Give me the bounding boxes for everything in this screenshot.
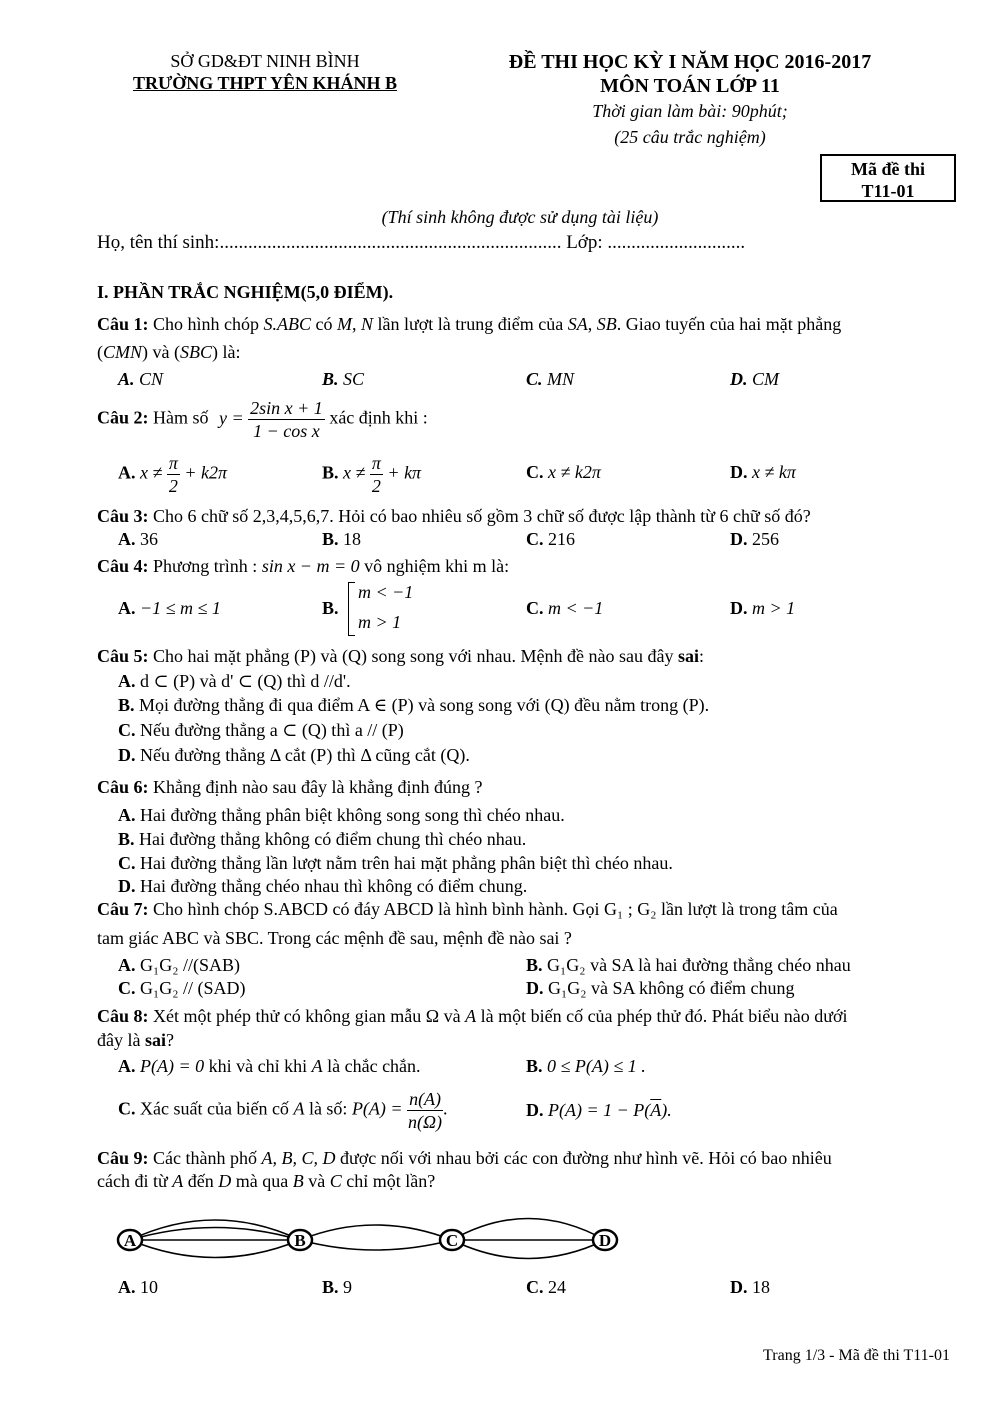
q9-option-c[interactable] (526, 1277, 566, 1298)
department: SỞ GD&ĐT NINH BÌNH (170, 51, 360, 71)
option-key: C. (526, 598, 544, 618)
option-key: C. (118, 853, 136, 873)
text: SB (596, 314, 617, 334)
option-text: m < −1 (548, 598, 604, 618)
math: P(A) = 0 (140, 1056, 205, 1076)
math: C (329, 1171, 342, 1191)
question-label: Câu 8: (97, 1006, 149, 1026)
text: , (587, 314, 597, 334)
math: A (311, 1056, 323, 1076)
denominator: 1 − cos x (253, 421, 320, 441)
text: SA (567, 314, 588, 334)
question-label: Câu 7: (97, 899, 149, 919)
text: S.ABC (263, 314, 312, 334)
q6-option-c[interactable] (118, 853, 673, 874)
q8-option-a[interactable] (118, 1056, 421, 1077)
numerator: π (168, 453, 178, 473)
q9-option-a[interactable] (118, 1277, 158, 1298)
option-text: 216 (548, 529, 575, 549)
option-text: CM (752, 369, 779, 389)
option-key: B. (322, 1277, 339, 1297)
question-label: Câu 5: (97, 646, 149, 666)
q8-option-c[interactable] (118, 1088, 448, 1133)
option-text: Nếu đường thẳng a ⊂ (Q) thì a // (P) (135, 720, 404, 740)
q1-option-d[interactable] (730, 369, 779, 390)
option-text: G₁G₂ và SA không có điểm chung (543, 978, 795, 998)
option-text: 18 (747, 1277, 770, 1297)
math: + k2π (184, 462, 228, 483)
math: A (172, 1171, 184, 1191)
question-5 (97, 646, 704, 667)
road-diagram (100, 1205, 640, 1275)
header-right (460, 50, 920, 150)
text: Cho hai mặt phẳng (P) và (Q) song song với nhau. Mệnh đề nào sau đây (148, 646, 678, 666)
emphasis: sai (677, 646, 699, 666)
text: Cho hình chóp (148, 314, 264, 334)
text: ? (166, 1030, 174, 1050)
exam-code-label: Mã đề thi (851, 159, 925, 179)
question-8-line2 (97, 1030, 174, 1051)
question-1-line2 (97, 342, 241, 363)
q6-option-d[interactable] (118, 876, 527, 897)
q9-option-b[interactable] (322, 1277, 352, 1298)
text: Cho 6 chữ số 2,3,4,5,6,7. Hỏi có bao nhiêu số gồm 3 chữ số được lập thành từ 6 chữ số đó? (148, 506, 811, 526)
text: là một biến cố của phép thử đó. Phát biểu nào dưới (476, 1006, 848, 1026)
text: Xác suất của biến cố (135, 1098, 294, 1119)
option-key: A. (118, 369, 135, 389)
text: Cho hình chóp S.ABCD có đáy ABCD là hình bình hành. Gọi G₁ ; G₂ lần lượt là trong tâm của (148, 899, 838, 919)
option-key: A. (118, 805, 136, 825)
q3-option-d[interactable] (730, 529, 779, 550)
q2-option-c[interactable] (526, 462, 601, 483)
text: . (443, 1098, 448, 1119)
text: M (337, 314, 353, 334)
math: x ≠ (343, 462, 366, 483)
option-text: 24 (543, 1277, 566, 1297)
math: sin x − m = 0 (261, 556, 360, 576)
option-key: B. (118, 695, 135, 715)
option-key: C. (526, 369, 543, 389)
math: 0 ≤ P(A) ≤ 1 . (547, 1056, 646, 1076)
question-label: Câu 1: (97, 314, 149, 334)
option-key: A. (118, 462, 136, 483)
question-8-line1 (97, 1006, 848, 1027)
math: + kπ (387, 462, 422, 483)
city-label: C (445, 1231, 459, 1250)
option-text: 9 (338, 1277, 353, 1297)
text: , (352, 314, 362, 334)
q7-option-c[interactable] (118, 978, 246, 999)
city-label: B (294, 1231, 306, 1250)
option-key: B. (322, 598, 339, 618)
question-2 (97, 397, 428, 442)
option-key: C. (118, 720, 136, 740)
text: Các thành phố (148, 1148, 262, 1168)
school-name: TRƯỜNG THPT YÊN KHÁNH B (132, 73, 398, 93)
option-text: 10 (135, 1277, 158, 1297)
option-text: Nếu đường thẳng Δ cắt (P) thì Δ cũng cắt (Q). (135, 745, 470, 765)
option-text: Hai đường thẳng phân biệt không song song thì chéo nhau. (135, 805, 565, 825)
road-a-b-1 (130, 1220, 300, 1240)
q7-option-d[interactable] (526, 978, 795, 999)
question-3 (97, 506, 811, 527)
math: B (292, 1171, 304, 1191)
fraction (370, 452, 383, 497)
exam-code-box (820, 154, 956, 202)
numerator: π (371, 453, 381, 473)
denominator: 2 (168, 476, 178, 496)
option-key: C. (526, 462, 544, 482)
q4-option-a[interactable] (118, 598, 221, 619)
text: xác định khi : (329, 407, 428, 428)
candidate-name-line: Họ, tên thí sinh:........................................................................ Lớp: ............................. (97, 232, 746, 253)
text: mà qua (231, 1171, 293, 1191)
numerator: 2sin x + 1 (250, 398, 323, 418)
option-text: SC (343, 369, 365, 389)
q7-option-b[interactable] (526, 955, 851, 976)
option-text: G₁G₂ //(SAB) (135, 955, 241, 975)
text: chỉ một lần? (341, 1171, 436, 1191)
exam-note: (Thí sinh không được sử dụng tài liệu) (381, 207, 659, 227)
fraction (248, 397, 325, 442)
option-key: D. (118, 745, 136, 765)
q4-option-d[interactable] (730, 598, 795, 619)
option-key: B. (118, 829, 135, 849)
option-text: m > 1 (358, 612, 402, 632)
option-key: D. (730, 529, 748, 549)
option-text: Hai đường thẳng chéo nhau thì không có điểm chung. (135, 876, 528, 896)
option-key: D. (730, 462, 748, 482)
subject: MÔN TOÁN LỚP 11 (600, 75, 780, 97)
option-text: Hai đường thẳng không có điểm chung thì chéo nhau. (134, 829, 527, 849)
text: lần lượt là trung điểm của (373, 314, 568, 334)
question-4 (97, 556, 509, 577)
option-key: A. (118, 529, 136, 549)
option-key: C. (118, 978, 136, 998)
q5-option-d[interactable] (118, 745, 470, 766)
text: Khẳng định nào sau đây là khẳng định đúng ? (148, 777, 483, 797)
option-text: x ≠ kπ (752, 462, 796, 482)
option-text: −1 ≤ m ≤ 1 (140, 598, 221, 618)
math: A (293, 1098, 305, 1119)
section-title: I. PHẦN TRẮC NGHIỆM(5,0 ĐIỂM). (97, 282, 394, 302)
fraction (167, 452, 180, 497)
city-label: A (123, 1231, 137, 1250)
math: x ≠ (140, 462, 163, 483)
text: Phương trình : (148, 556, 262, 576)
option-key: C. (526, 529, 544, 549)
text: được nối với nhau bởi các con đường như hình vẽ. Hỏi có bao nhiêu (335, 1148, 832, 1168)
option-text: d ⊂ (P) và d' ⊂ (Q) thì d //d'. (135, 671, 351, 691)
q3-option-a[interactable] (118, 529, 158, 550)
option-key: B. (526, 955, 543, 975)
text: cách đi từ (97, 1171, 173, 1191)
city-node-a (118, 1230, 142, 1250)
q1-option-c[interactable] (526, 369, 574, 390)
option-key: D. (526, 978, 544, 998)
option-key: D. (730, 598, 748, 618)
text: : (698, 646, 704, 666)
numerator: n(A) (409, 1089, 442, 1109)
denominator: 2 (371, 476, 381, 496)
math: D (218, 1171, 232, 1191)
text: ) là: (212, 342, 241, 362)
question-1-line1 (97, 314, 841, 335)
text: đây là (97, 1030, 145, 1050)
question-7-line1 (97, 899, 838, 920)
text: N (361, 314, 374, 334)
bracket (348, 582, 355, 636)
text: là số: (304, 1098, 352, 1119)
question-count: (25 câu trắc nghiệm) (614, 127, 766, 147)
option-key: C. (118, 1098, 136, 1119)
option-text: m < −1 (358, 582, 414, 602)
question-label: Câu 9: (97, 1148, 149, 1168)
option-key: D. (118, 876, 136, 896)
option-text: 256 (752, 529, 779, 549)
exam-code: T11-01 (861, 181, 915, 201)
question-label: Câu 4: (97, 556, 149, 576)
q2-option-b[interactable] (322, 452, 421, 497)
header-left (80, 50, 450, 94)
math: $\overline{A}$ (650, 1100, 662, 1120)
q5-option-a[interactable] (118, 671, 351, 692)
option-text: 18 (343, 529, 362, 549)
text: ) và ( (142, 342, 180, 362)
math: P(A) = 1 − P( (548, 1100, 651, 1120)
q2-option-d[interactable] (730, 462, 796, 483)
math: A, B, C, D (261, 1148, 336, 1168)
question-6 (97, 777, 482, 798)
math: y = (219, 407, 244, 428)
text: vô nghiệm khi m là: (359, 556, 510, 576)
question-7-line2: tam giác ABC và SBC. Trong các mệnh đề sau, mệnh đề nào sai ? (97, 928, 572, 948)
denominator: n(Ω) (408, 1112, 443, 1132)
q5-option-b[interactable] (118, 695, 709, 716)
math: A (465, 1006, 477, 1026)
option-key: A. (118, 671, 136, 691)
option-key: B. (322, 529, 339, 549)
q9-option-d[interactable] (730, 1277, 770, 1298)
question-label: Câu 2: (97, 407, 149, 428)
city-node-d (593, 1230, 617, 1250)
question-label: Câu 3: (97, 506, 149, 526)
city-node-b (288, 1230, 312, 1250)
q2-option-a[interactable] (118, 452, 227, 497)
option-key: D. (730, 1277, 748, 1297)
q5-option-c[interactable] (118, 720, 404, 741)
q6-option-a[interactable] (118, 805, 565, 826)
text: Xét một phép thử có không gian mẫu Ω và (148, 1006, 466, 1026)
option-text: G₁G₂ và SA là hai đường thẳng chéo nhau (542, 955, 851, 975)
q1-option-b[interactable] (322, 369, 364, 390)
option-key: B. (322, 462, 339, 483)
option-key: A. (118, 598, 136, 618)
option-key: B. (322, 369, 339, 389)
page-footer: Trang 1/3 - Mã đề thi T11-01 (763, 1347, 950, 1364)
option-text: G₁G₂ // (SAD) (135, 978, 246, 998)
q8-option-b[interactable] (526, 1056, 646, 1077)
text: khi và chỉ khi (204, 1056, 312, 1076)
option-key: A. (118, 1056, 136, 1076)
option-text: m > 1 (752, 598, 796, 618)
text: Hàm số (148, 407, 214, 428)
text: CMN (103, 342, 143, 362)
option-key: D. (730, 369, 748, 389)
road-b-c-1 (300, 1225, 452, 1240)
text: đến (183, 1171, 219, 1191)
road-c-d-1 (452, 1219, 605, 1241)
option-text: CN (139, 369, 164, 389)
question-label: Câu 6: (97, 777, 149, 797)
q1-option-a[interactable] (118, 369, 163, 390)
option-text: 36 (140, 529, 158, 549)
option-key: D. (526, 1100, 544, 1120)
question-9-line1 (97, 1148, 832, 1169)
city-label: D (598, 1231, 612, 1250)
city-node-c (440, 1230, 464, 1250)
emphasis: sai (144, 1030, 166, 1050)
math: ). (661, 1100, 672, 1120)
option-key: C. (526, 1277, 544, 1297)
text: SBC (180, 342, 213, 362)
q3-option-b[interactable] (322, 529, 361, 550)
text: và (303, 1171, 330, 1191)
road-b-c-2 (300, 1240, 452, 1250)
option-text: Hai đường thẳng lần lượt nằm trên hai mặt phẳng phân biệt thì chéo nhau. (135, 853, 673, 873)
text: . Giao tuyến của hai mặt phẳng (616, 314, 842, 334)
option-key: A. (118, 1277, 136, 1297)
option-key: A. (118, 955, 136, 975)
road-a-b-4 (130, 1240, 300, 1258)
text: ( (97, 342, 103, 362)
option-text: MN (547, 369, 575, 389)
exam-title: ĐỀ THI HỌC KỲ I NĂM HỌC 2016-2017 (508, 51, 872, 73)
q7-option-a[interactable] (118, 955, 240, 976)
option-text: x ≠ k2π (548, 462, 601, 482)
q6-option-b[interactable] (118, 829, 526, 850)
q4-option-c[interactable] (526, 598, 603, 619)
option-text: Mọi đường thẳng đi qua điểm A ∈ (P) và song song với (Q) đều nằm trong (P). (134, 695, 710, 715)
road-c-d-3 (452, 1240, 605, 1259)
text: là chắc chắn. (322, 1056, 421, 1076)
exam-time: Thời gian làm bài: 90phút; (592, 101, 788, 121)
math: P(A) = (351, 1098, 403, 1119)
q8-option-d[interactable] (526, 1100, 672, 1121)
option-key: B. (526, 1056, 543, 1076)
question-9-line2 (97, 1171, 435, 1192)
text: có (311, 314, 338, 334)
fraction (407, 1088, 443, 1133)
q3-option-c[interactable] (526, 529, 575, 550)
